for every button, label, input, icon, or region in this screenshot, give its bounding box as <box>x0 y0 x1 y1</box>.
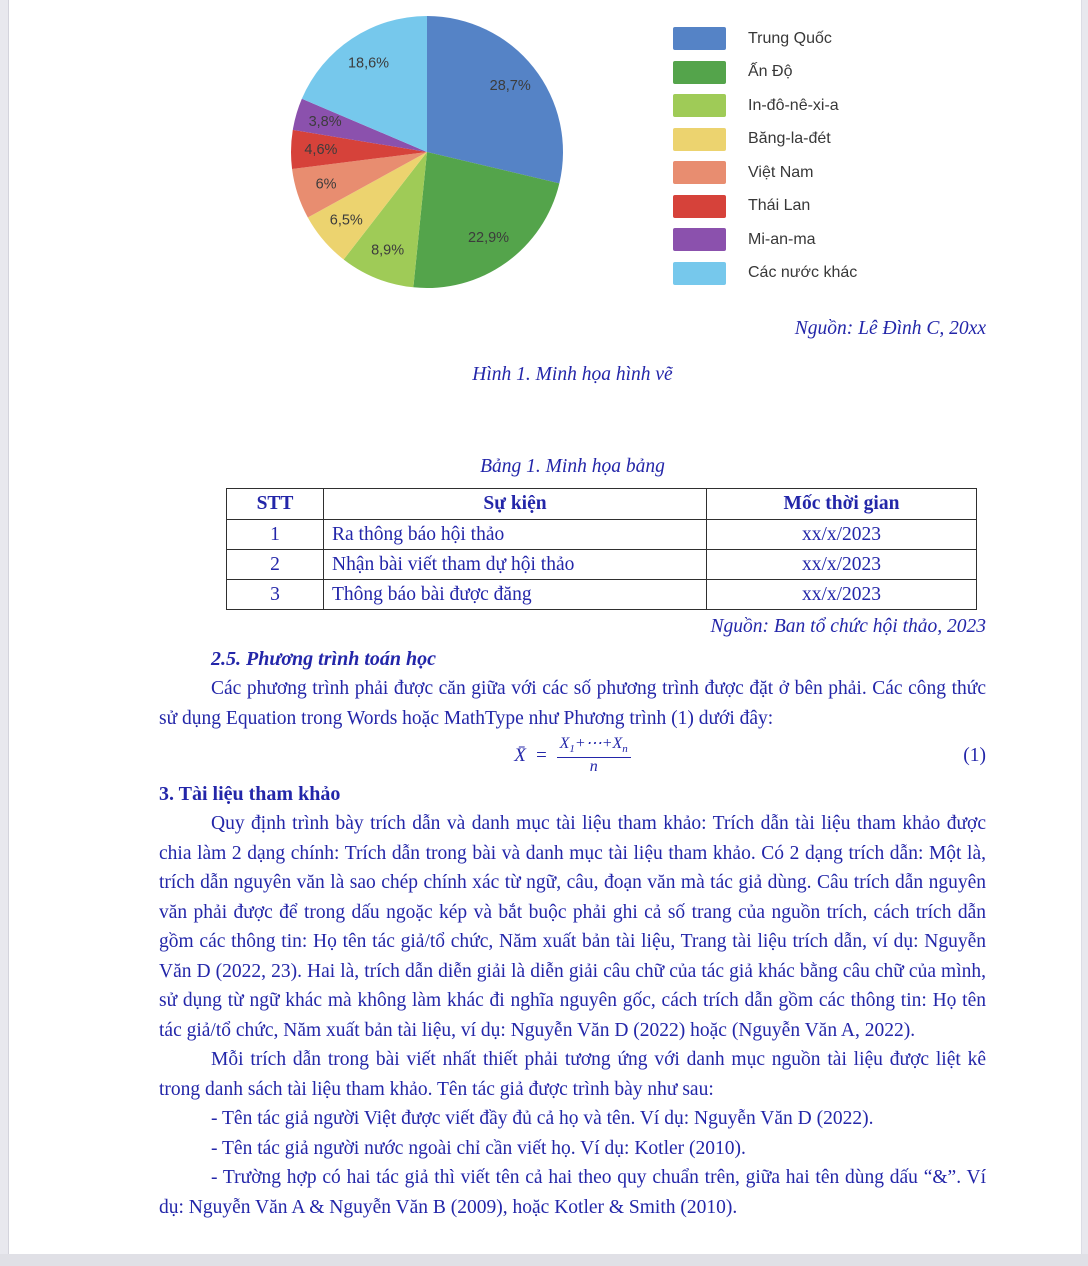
legend-swatch <box>673 228 726 251</box>
equation-lhs: X̄ <box>514 745 526 766</box>
legend-item-6 <box>673 228 1033 251</box>
table-header-event: Sự kiện <box>324 489 707 520</box>
table-cell: Thông báo bài được đăng <box>324 580 707 610</box>
figure-1 <box>9 0 1081 300</box>
equation-number: (1) <box>963 745 986 766</box>
reference-rule-item-vietnamese-author: - Tên tác giả người Việt được viết đầy đủ cả họ và tên. Ví dụ: Nguyễn Văn D (2022). <box>211 1108 874 1129</box>
equation-equals: = <box>534 745 548 766</box>
table-cell: 2 <box>227 550 324 580</box>
equation <box>514 735 631 776</box>
table-cell: Ra thông báo hội thảo <box>324 520 707 550</box>
legend-swatch <box>673 94 726 117</box>
page-bottom-edge <box>0 1254 1088 1266</box>
legend-item-3 <box>673 128 1033 151</box>
legend-label: Băng-la-đét <box>748 130 831 147</box>
table-header-row <box>227 489 977 520</box>
table-cell: Nhận bài viết tham dự hội thảo <box>324 550 707 580</box>
table-header-stt: STT <box>227 489 324 520</box>
legend-label: Các nước khác <box>748 264 858 281</box>
legend-label: Việt Nam <box>748 163 814 181</box>
table-cell: 3 <box>227 580 324 610</box>
equation-fraction <box>557 735 631 776</box>
section-heading-2-5: 2.5. Phương trình toán học <box>211 648 436 670</box>
legend-swatch <box>673 27 726 50</box>
pie-value-label: 4,6% <box>304 141 338 158</box>
equation-block <box>159 733 986 779</box>
figure-caption: Hình 1. Minh họa hình vẽ <box>472 364 673 385</box>
table-row-3 <box>227 580 977 610</box>
pie-value-label: 3,8% <box>308 114 342 131</box>
table-cell: xx/x/2023 <box>707 550 977 580</box>
legend-item-4 <box>673 161 1033 184</box>
reference-rule-item-foreign-author: - Tên tác giả người nước ngoài chỉ cần viết họ. Ví dụ: Kotler (2010). <box>211 1137 746 1159</box>
body-paragraph-equation-intro: Các phương trình phải được căn giữa với các số phương trình được đặt ở bên phải. Các công thức sử dụng Equation trong Words hoặc MathType như Phương trình (1) dưới đây: <box>159 678 986 729</box>
pie-value-label: 6,5% <box>329 212 363 229</box>
legend-item-2 <box>673 94 1033 117</box>
legend-item-5 <box>673 195 1033 218</box>
pie-value-label: 18,6% <box>347 55 390 72</box>
body-paragraph-citation-list: Mỗi trích dẫn trong bài viết nhất thiết phải tương ứng với danh mục nguồn tài liệu được liệt kê trong danh sách tài liệu tham khảo. Tên tác giả được trình bày như sau: <box>159 1049 986 1100</box>
document-page <box>8 0 1082 1254</box>
legend-swatch <box>673 128 726 151</box>
table-source: Nguồn: Ban tổ chức hội thảo, 2023 <box>710 616 986 637</box>
legend-label: Thái Lan <box>748 197 811 214</box>
table-cell: xx/x/2023 <box>707 580 977 610</box>
table-row-1 <box>227 520 977 550</box>
chart-legend <box>673 27 1033 295</box>
legend-swatch <box>673 161 726 184</box>
equation-denominator: n <box>589 758 598 776</box>
document-body <box>159 314 986 482</box>
legend-swatch <box>673 262 726 285</box>
legend-item-7 <box>673 262 1033 285</box>
table-header-time: Mốc thời gian <box>707 489 977 520</box>
section-heading-3: 3. Tài liệu tham khảo <box>159 783 341 805</box>
figure-source: Nguồn: Lê Đình C, 20xx <box>794 318 986 339</box>
body-paragraph-citation-rules: Quy định trình bày trích dẫn và danh mục tài liệu tham khảo: Trích dẫn tài liệu tham khảo được chia làm 2 dạng chính: Trích dẫn trong bài và danh mục tài liệu tham khảo. Có 2 dạng trích dẫn: Một là, trích dẫn nguyên văn là sao chép chính xác từ ngữ, câu, đoạn văn mà tác giả dùng. Câu trích dẫn nguyên văn phải được để trong dấu ngoặc kép và bắt buộc phải ghi cả số trang của nguồn trích, cách trích dẫn gồm các thông tin: Họ tên tác giả/tổ chức, Năm xuất bản tài liệu, Trang tài liệu trích dẫn, ví dụ: Nguyễn Văn D (2022, 23). Hai là, trích dẫn diễn giải là diễn giải câu chữ của tác giả khác bằng câu chữ của mình, sử dụng từ ngữ khác mà không làm khác đi nghĩa nguyên gốc, cách trích dẫn gồm các thông tin: Họ tên tác giả/tổ chức, Năm xuất bản tài liệu, ví dụ: Nguyễn Văn D (2022) hoặc (Nguyễn Văn A, 2022). <box>159 813 986 1041</box>
table-caption: Bảng 1. Minh họa bảng <box>480 456 665 477</box>
legend-item-1 <box>673 61 1033 84</box>
pie-value-label: 8,9% <box>371 242 405 259</box>
table-cell: xx/x/2023 <box>707 520 977 550</box>
legend-label: In-đô-nê-xi-a <box>748 96 839 114</box>
legend-item-0 <box>673 27 1033 50</box>
data-table <box>226 488 977 610</box>
legend-label: Mi-an-ma <box>748 230 816 248</box>
pie-value-label: 6% <box>315 176 337 193</box>
document-body-2 <box>159 612 986 1222</box>
legend-swatch <box>673 61 726 84</box>
pie-value-label: 28,7% <box>489 78 531 95</box>
reference-rule-item-two-authors: - Trường hợp có hai tác giả thì viết tên cả hai theo quy chuẩn trên, giữa hai tên dùng dấu “&”. Ví dụ: Nguyễn Văn A & Nguyễn Văn B (2009), hoặc Kotler & Smith (2010). <box>159 1167 986 1218</box>
table-cell: 1 <box>227 520 324 550</box>
legend-label: Trung Quốc <box>748 29 832 47</box>
legend-swatch <box>673 195 726 218</box>
pie-value-label: 22,9% <box>467 230 510 247</box>
legend-label: Ấn Độ <box>748 63 793 80</box>
table-row-2 <box>227 550 977 580</box>
equation-numerator: $X_1+\cdots+X_n$ <box>557 735 631 758</box>
